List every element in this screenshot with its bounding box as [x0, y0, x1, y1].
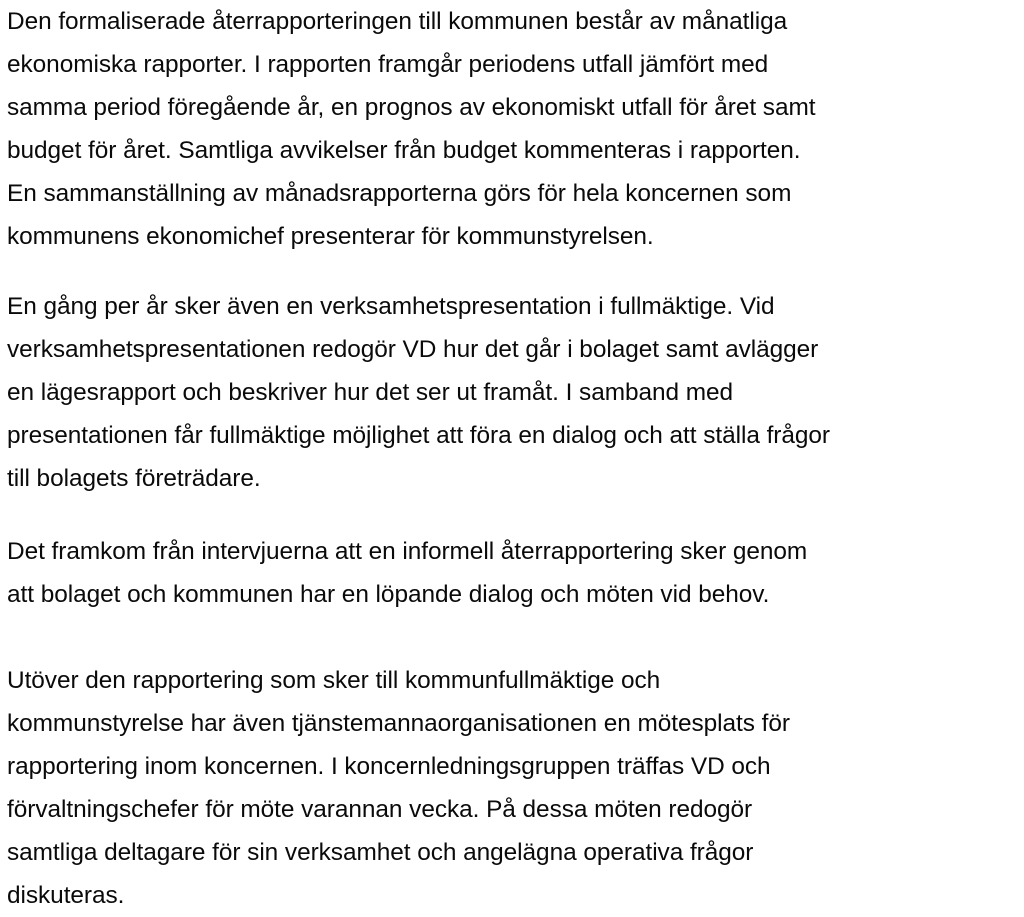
text-line: samma period föregående år, en prognos av ekonomiskt utfall för året samt: [7, 94, 816, 121]
text-line: En sammanställning av månadsrapporterna görs för hela koncernen som: [7, 180, 792, 207]
text-line: Den formaliserade återrapporteringen till kommunen består av månatliga: [7, 8, 788, 35]
text-line: samtliga deltagare för sin verksamhet och angelägna operativa frågor: [7, 839, 754, 866]
text-line: Det framkom från intervjuerna att en informell återrapportering sker genom: [7, 538, 808, 565]
text-line: en lägesrapport och beskriver hur det ser ut framåt. I samband med: [7, 379, 734, 406]
text-line: kommunstyrelse har även tjänstemannaorganisationen en mötesplats för: [7, 710, 790, 737]
text-line: verksamhetspresentationen redogör VD hur det går i bolaget samt avlägger: [7, 336, 819, 363]
paragraph-business-presentation: [7, 285, 830, 500]
text-line: diskuteras.: [7, 882, 125, 909]
text-line: rapportering inom koncernen. I koncernledningsgruppen träffas VD och: [7, 753, 771, 780]
text-line: ekonomiska rapporter. I rapporten framgår periodens utfall jämfört med: [7, 51, 769, 78]
text-line: En gång per år sker även en verksamhetspresentation i fullmäktige. Vid: [7, 293, 775, 320]
paragraph-group-management: [7, 659, 790, 917]
text-line: budget för året. Samtliga avvikelser från budget kommenteras i rapporten.: [7, 137, 801, 164]
paragraph-informal-reporting: [7, 530, 807, 616]
text-line: kommunens ekonomichef presenterar för kommunstyrelsen.: [7, 223, 654, 250]
paragraph-monthly-reporting: [7, 0, 815, 258]
text-line: till bolagets företrädare.: [7, 465, 261, 492]
text-line: Utöver den rapportering som sker till kommunfullmäktige och: [7, 667, 661, 694]
text-line: presentationen får fullmäktige möjlighet att föra en dialog och att ställa frågor: [7, 422, 830, 449]
text-line: att bolaget och kommunen har en löpande dialog och möten vid behov.: [7, 581, 770, 608]
text-line: förvaltningschefer för möte varannan vecka. På dessa möten redogör: [7, 796, 753, 823]
